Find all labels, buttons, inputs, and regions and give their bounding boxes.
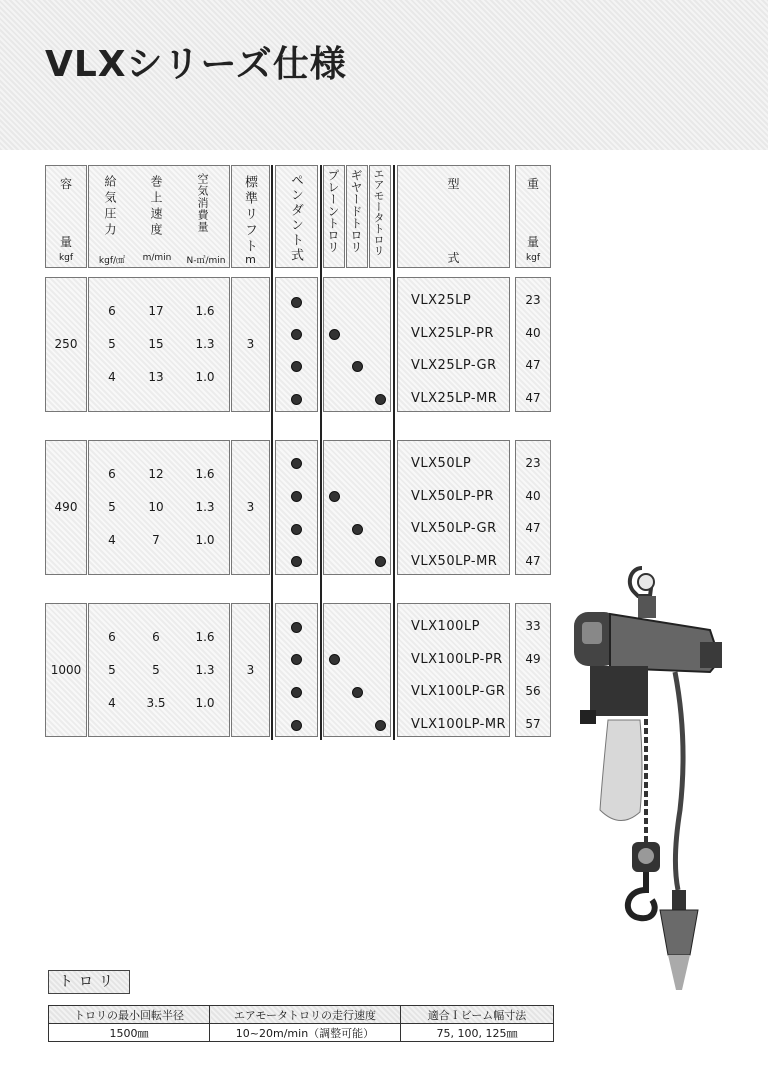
g1-r2-speed: 15 [148,337,164,351]
g3-r2-speed: 5 [152,663,160,677]
trolley-value-beam: 75, 100, 125㎜ [401,1024,554,1042]
g1-m2-weight: 40 [525,326,541,340]
g1-capacity: 250 [54,337,78,351]
g2-r1-air: 1.6 [195,467,215,481]
divider-line-2 [320,165,322,740]
g3-r1-air: 1.6 [195,630,215,644]
g2-r2-pressure: 5 [108,500,116,514]
g3-trolley-box [323,603,391,737]
speed-label: 巻上速度 [149,175,163,239]
g3-r2-pressure: 5 [108,663,116,677]
g1-lift: 3 [246,337,255,351]
g1-m1-pendant-dot [291,297,302,308]
g1-r1-speed: 17 [148,304,164,318]
g3-r3-speed: 3.5 [146,696,166,710]
g1-trolley-box [323,277,391,412]
model-label-bottom: 式 [447,251,460,265]
g1-r2-pressure: 5 [108,337,116,351]
g2-m4-name: VLX50LP-MR [411,554,498,569]
g2-r3-speed: 7 [152,533,160,547]
g2-m1-weight: 23 [525,456,541,470]
g3-lift: 3 [246,663,255,677]
weight-label-top: 重 [526,177,539,191]
g2-m1-name: VLX50LP [411,456,472,471]
g3-m3-pendant-dot [291,687,302,698]
g3-m4-pendant-dot [291,720,302,731]
g3-m3-weight: 56 [525,684,541,698]
g1-m3-pendant-dot [291,361,302,372]
g2-m3-name: VLX50LP-GR [411,521,497,536]
g1-m4-weight: 47 [525,391,541,405]
g2-m4-air-dot [375,556,386,567]
g3-m4-air-dot [375,720,386,731]
g3-m1-weight: 33 [525,619,541,633]
g3-m2-plain-dot [329,654,340,665]
g3-m4-weight: 57 [525,717,541,731]
divider-line-3 [393,165,395,740]
air-unit: N-㎥/min [186,256,226,266]
g2-m3-weight: 47 [525,521,541,535]
g2-m3-geared-dot [352,524,363,535]
g3-capacity: 1000 [50,663,82,677]
trolley-header-speed: エアモータトロリの走行速度 [210,1006,401,1024]
g2-m2-weight: 40 [525,489,541,503]
air-label: 空気消費量 [196,173,209,233]
g2-m2-pendant-dot [291,491,302,502]
g2-m1-pendant-dot [291,458,302,469]
trolley-value-speed: 10~20m/min（調整可能） [210,1024,401,1042]
g3-r3-air: 1.0 [195,696,215,710]
g1-m3-geared-dot [352,361,363,372]
pressure-unit: kgf/㎠ [98,256,126,266]
pressure-label: 給気圧力 [103,175,117,239]
capacity-unit: kgf [58,253,74,263]
g3-r2-air: 1.3 [195,663,215,677]
g1-m1-weight: 23 [525,293,541,307]
geared-trolley-label: ギヤードトロリ [349,169,363,253]
divider-line-1 [271,165,273,740]
g2-trolley-box [323,440,391,575]
pendant-label: ペンダント式 [288,173,303,263]
air-hoist-illustration [560,560,760,1010]
trolley-value-radius: 1500㎜ [49,1024,210,1042]
g1-m2-plain-dot [329,329,340,340]
weight-label-bottom: 量 [526,235,539,249]
g3-r1-pressure: 6 [108,630,116,644]
g1-m2-pendant-dot [291,329,302,340]
speed-unit: m/min [142,253,172,263]
model-label-top: 型 [447,177,460,191]
g3-m1-name: VLX100LP [411,619,480,634]
g3-m1-pendant-dot [291,622,302,633]
trolley-header-beam: 適合Ｉビーム幅寸法 [401,1006,554,1024]
g2-m2-name: VLX50LP-PR [411,489,494,504]
capacity-label-bottom: 量 [59,235,72,249]
spec-table [45,165,555,740]
trolley-header-radius: トロリの最小回転半径 [49,1006,210,1024]
g2-r1-pressure: 6 [108,467,116,481]
g3-m4-name: VLX100LP-MR [411,717,507,732]
g3-r3-pressure: 4 [108,696,116,710]
g1-r2-air: 1.3 [195,337,215,351]
lift-unit: m [245,253,256,266]
g1-m4-air-dot [375,394,386,405]
g3-m2-name: VLX100LP-PR [411,652,503,667]
weight-unit: kgf [525,253,541,263]
g2-capacity: 490 [54,500,78,514]
g2-m4-weight: 47 [525,554,541,568]
g3-m3-name: VLX100LP-GR [411,684,506,699]
g1-m2-name: VLX25LP-PR [411,326,494,341]
g1-r3-air: 1.0 [195,370,215,384]
g1-r1-air: 1.6 [195,304,215,318]
trolley-table [48,1005,554,1042]
trolley-value-row [49,1024,554,1042]
g2-r1-speed: 12 [148,467,164,481]
g1-r3-pressure: 4 [108,370,116,384]
g1-m4-name: VLX25LP-MR [411,391,498,406]
page-title: VLXシリーズ仕様 [45,44,347,85]
air-motor-trolley-label: エアモータトロリ [372,168,385,256]
g2-r3-pressure: 4 [108,533,116,547]
g3-r1-speed: 6 [152,630,160,644]
g1-m4-pendant-dot [291,394,302,405]
g1-r1-pressure: 6 [108,304,116,318]
g2-m3-pendant-dot [291,524,302,535]
g2-lift: 3 [246,500,255,514]
g2-m4-pendant-dot [291,556,302,567]
g1-r3-speed: 13 [148,370,164,384]
g2-r2-air: 1.3 [195,500,215,514]
g2-r2-speed: 10 [148,500,164,514]
g3-m2-pendant-dot [291,654,302,665]
g1-m3-name: VLX25LP-GR [411,358,497,373]
g2-m2-plain-dot [329,491,340,502]
plain-trolley-label: プレーントロリ [326,169,340,253]
capacity-label-top: 容 [59,177,72,191]
g3-m2-weight: 49 [525,652,541,666]
lift-label: 標準リフト [242,175,257,255]
g1-m3-weight: 47 [525,358,541,372]
g1-m1-name: VLX25LP [411,293,472,308]
trolley-header-row [49,1006,554,1024]
trolley-badge: トロリ [48,970,130,994]
g3-m3-geared-dot [352,687,363,698]
g2-r3-air: 1.0 [195,533,215,547]
